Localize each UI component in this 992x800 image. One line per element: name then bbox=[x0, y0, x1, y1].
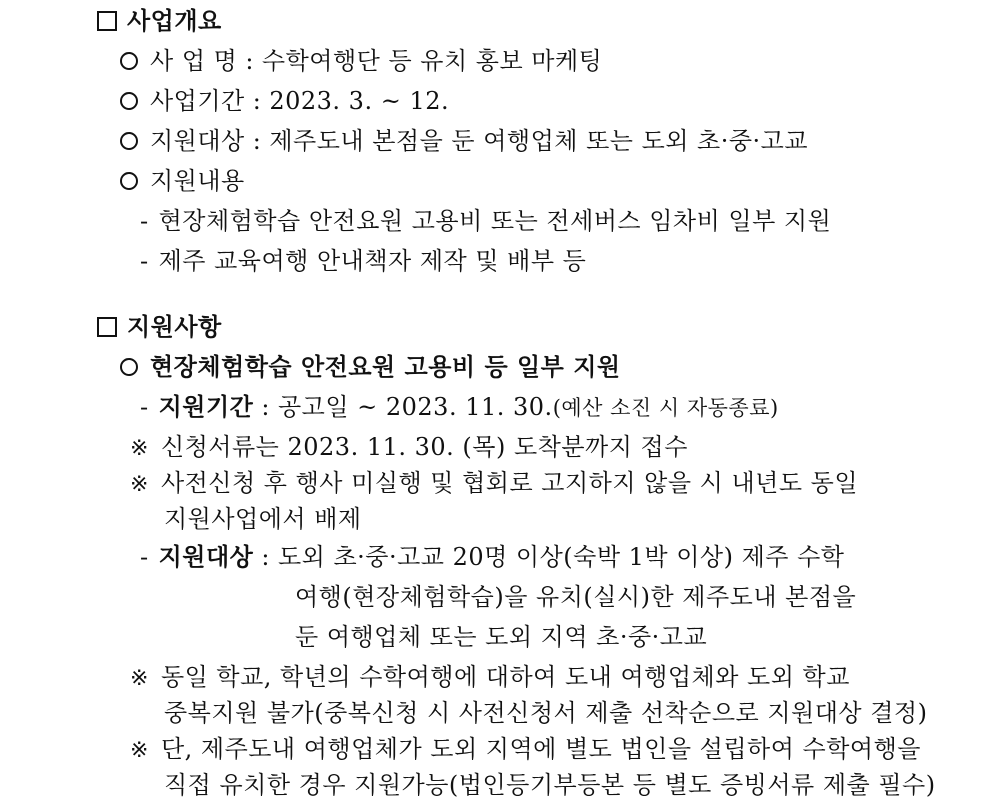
note-item: ※ 사전신청 후 행사 미실행 및 협회로 고지하지 않을 시 내년도 동일 bbox=[130, 469, 859, 497]
circle-bullet-icon bbox=[120, 358, 138, 376]
reference-mark-icon: ※ bbox=[130, 666, 149, 691]
note-item: ※ 신청서류는 2023. 11. 30. (목) 도착분까지 접수 bbox=[130, 433, 688, 461]
support-target-continuation: 둔 여행업체 또는 도외 지역 초·중·고교 bbox=[295, 623, 708, 651]
content-detail-item: - 제주 교육여행 안내책자 제작 및 배부 등 bbox=[140, 247, 587, 275]
content-detail-item: - 현장체험학습 안전요원 고용비 또는 전세버스 임차비 일부 지원 bbox=[140, 207, 832, 235]
support-target: - 지원대상 : 도외 초·중·고교 20명 이상(숙박 1박 이상) 제주 수학 bbox=[140, 542, 845, 571]
reference-mark-icon: ※ bbox=[130, 436, 149, 461]
section-heading-overview: 사업개요 bbox=[97, 6, 222, 36]
note-item-continuation: 중복지원 불가(중복신청 시 사전신청서 제출 선착순으로 지원대상 결정) bbox=[164, 699, 928, 727]
circle-bullet-icon bbox=[120, 172, 138, 190]
circle-bullet-icon bbox=[120, 92, 138, 110]
dash-bullet-icon: - bbox=[140, 207, 149, 235]
note-item: ※ 동일 학교, 학년의 수학여행에 대하여 도내 여행업체와 도외 학교 bbox=[130, 663, 850, 691]
overview-item-content: 지원내용 bbox=[120, 166, 245, 196]
overview-item-period: 사업기간 : 2023. 3. ~ 12. bbox=[120, 86, 449, 116]
reference-mark-icon: ※ bbox=[130, 738, 149, 763]
support-subheading: 현장체험학습 안전요원 고용비 등 일부 지원 bbox=[120, 352, 621, 382]
support-period: - 지원기간 : 공고일 ~ 2023. 11. 30.(예산 소진 시 자동종료) bbox=[140, 392, 779, 421]
square-bullet-icon bbox=[97, 11, 117, 31]
circle-bullet-icon bbox=[120, 132, 138, 150]
dash-bullet-icon: - bbox=[140, 393, 149, 421]
overview-item-target: 지원대상 : 제주도내 본점을 둔 여행업체 또는 도외 초·중·고교 bbox=[120, 126, 808, 156]
dash-bullet-icon: - bbox=[140, 247, 149, 275]
reference-mark-icon: ※ bbox=[130, 472, 149, 497]
circle-bullet-icon bbox=[120, 52, 138, 70]
section-heading-support: 지원사항 bbox=[97, 312, 222, 342]
note-item-continuation: 지원사업에서 배제 bbox=[164, 505, 362, 533]
note-item: ※ 단, 제주도내 여행업체가 도외 지역에 별도 법인을 설립하여 수학여행을 bbox=[130, 735, 921, 763]
dash-bullet-icon: - bbox=[140, 543, 149, 571]
overview-item-name: 사 업 명 : 수학여행단 등 유치 홍보 마케팅 bbox=[120, 46, 602, 76]
support-target-continuation: 여행(현장체험학습)을 유치(실시)한 제주도내 본점을 bbox=[295, 583, 857, 611]
square-bullet-icon bbox=[97, 317, 117, 337]
note-item-continuation: 직접 유치한 경우 지원가능(법인등기부등본 등 별도 증빙서류 제출 필수) bbox=[164, 771, 936, 799]
